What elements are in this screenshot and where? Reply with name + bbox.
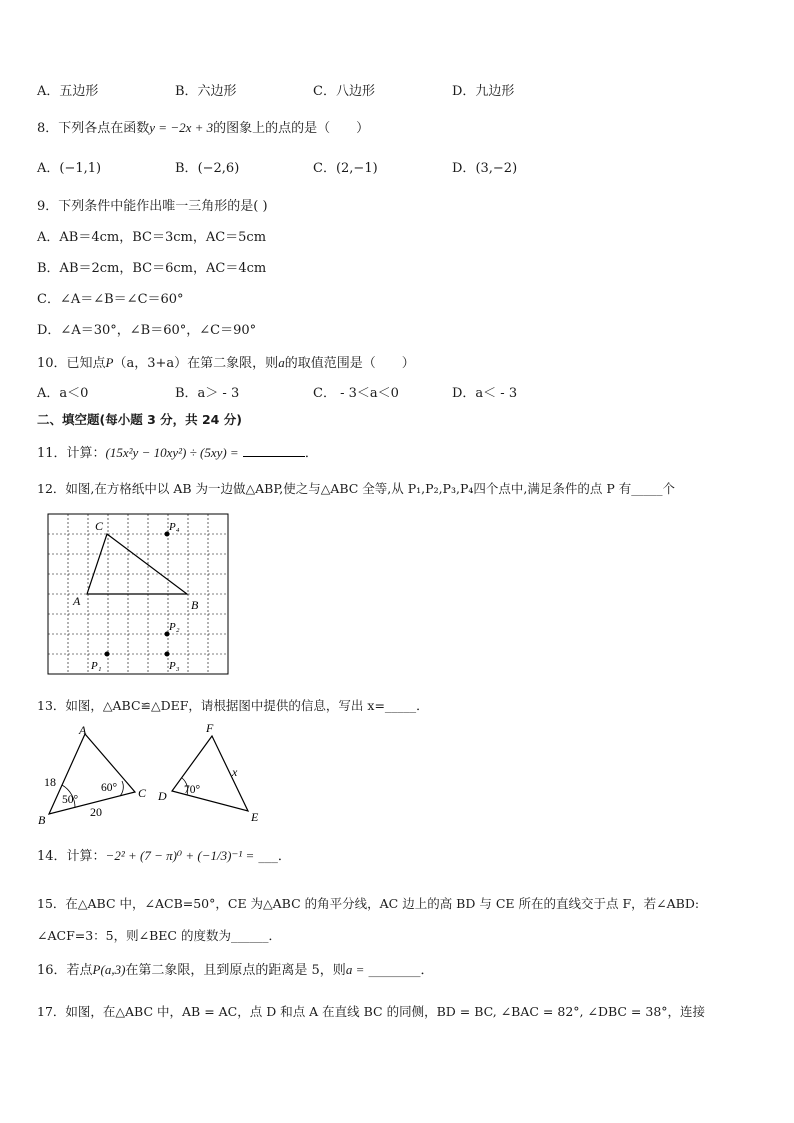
q8-stem — [37, 119, 369, 138]
q12-grid-figure — [47, 513, 229, 675]
label-a-13: A — [79, 723, 87, 737]
q8-option-c: C．(2,−1) — [313, 161, 378, 176]
label-angle-70: 70° — [184, 784, 201, 796]
label-p4: P₄ — [169, 521, 180, 533]
q7-option-c: C．八边形 — [313, 84, 375, 99]
label-x: x — [232, 765, 238, 779]
q10-option-d: D．a＜ - 3 — [452, 386, 518, 401]
q11: 11．计算：(15x²y − 10xy²) ÷ (5xy) = ． — [37, 442, 318, 463]
label-p3: P₃ — [169, 660, 180, 672]
label-e: E — [251, 810, 259, 824]
q8-function: y = −2x + 3 — [149, 120, 214, 135]
q12-stem: 12．如图,在方格纸中以 AB 为一边做△ABP,使之与△ABC 全等,从 P₁,P₂,P₃,P₄四个点中,满足条件的点 P 有_____个 — [37, 481, 675, 496]
label-b-13: B — [38, 813, 46, 827]
q8-option-b: B．(−2,6) — [175, 161, 240, 176]
q8-stem-tail: 的图象上的点的是（ ） — [213, 121, 370, 136]
q9-option-a: A．AB＝4cm，BC＝3cm，AC＝5cm — [37, 230, 267, 245]
q7-option-d: D．九边形 — [452, 84, 515, 99]
label-d: D — [158, 789, 167, 803]
q11-answer-blank[interactable] — [243, 442, 305, 457]
label-side-18: 18 — [44, 775, 56, 789]
label-c: C — [95, 519, 104, 533]
q7-option-b: B．六边形 — [175, 84, 237, 99]
q10-option-b: B．a＞ - 3 — [175, 386, 240, 401]
section-heading-fill-in: 二、填空题(每小题 3 分，共 24 分) — [37, 412, 242, 427]
label-a: A — [73, 594, 81, 608]
q10-stem: 10．已知点P（a，3+a）在第二象限，则a的取值范围是（ ） — [37, 355, 415, 371]
q15-line2: ∠ACF=3：5，则∠BEC 的度数为______． — [37, 928, 281, 943]
q13-triangles-figure — [30, 718, 280, 830]
label-side-20: 20 — [90, 805, 102, 819]
q9-option-c: C．∠A＝∠B＝∠C＝60° — [37, 292, 184, 307]
label-b: B — [191, 598, 199, 612]
label-c-13: C — [138, 786, 147, 800]
point-p1 — [105, 652, 110, 657]
triangle-abc — [87, 534, 187, 594]
q15-line1: 15．在△ABC 中，∠ACB=50°，CE 为△ABC 的角平分线，AC 边上的高 BD 与 CE 所在的直线交于点 F，若∠ABD: — [37, 896, 700, 911]
label-p2: P₂ — [169, 621, 180, 633]
q8-option-d: D．(3,−2) — [452, 161, 518, 176]
label-f: F — [206, 721, 214, 735]
q16: 16．若点P(a,3)在第二象限，且到原点的距离是 5，则a = ________． — [37, 962, 434, 978]
q10-option-a: A．a＜0 — [37, 386, 89, 401]
label-angle-50: 50° — [62, 794, 79, 806]
q9-stem: 9．下列条件中能作出唯一三角形的是( ) — [37, 199, 268, 214]
q17-stem: 17．如图，在△ABC 中，AB = AC，点 D 和点 A 在直线 BC 的同侧，BD = BC, ∠BAC = 82°, ∠DBC = 38°，连接 — [37, 1004, 706, 1019]
label-p1: P₁ — [91, 660, 102, 672]
q9-option-b: B．AB＝2cm，BC＝6cm，AC＝4cm — [37, 261, 267, 276]
q14: 14．计算：−2² + (7 − π)⁰ + (−1/3)⁻¹ = ___． — [37, 848, 291, 864]
q10-option-c: C． - 3＜a＜0 — [313, 386, 399, 401]
q7-option-a: A．五边形 — [37, 84, 99, 99]
point-p3 — [165, 652, 170, 657]
q13-stem: 13．如图，△ABC≌△DEF，请根据图中提供的信息，写出 x=_____． — [37, 698, 429, 713]
q8-option-a: A．(−1,1) — [37, 161, 102, 176]
q9-option-d: D．∠A＝30°，∠B＝60°，∠C＝90° — [37, 323, 257, 338]
q8-stem-text: 8．下列各点在函数 — [37, 121, 150, 136]
label-angle-60: 60° — [101, 782, 118, 794]
